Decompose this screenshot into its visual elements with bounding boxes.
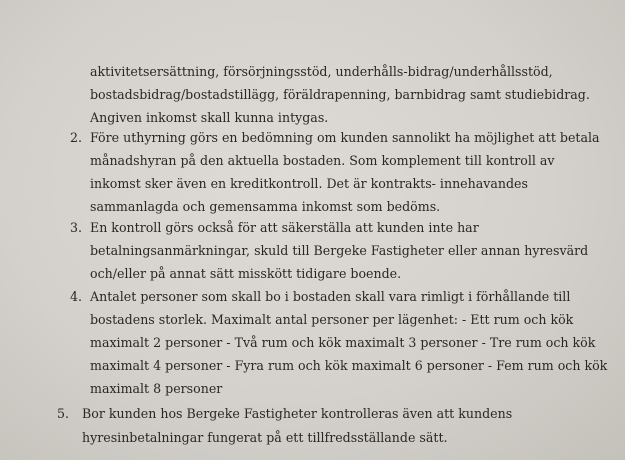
intro-line: bostadsbidrag/bostadstillägg, föräldrapenning, barnbidrag samt studiebidrag.	[90, 87, 590, 102]
list-item-line: Bor kunden hos Bergeke Fastigheter kontrolleras även att kundens	[82, 406, 513, 421]
list-item-line: En kontroll görs också för att säkerställa att kunden inte har	[90, 220, 479, 235]
list-item-line: Före uthyrning görs en bedömning om kunden sannolikt ha möjlighet att betala	[90, 130, 600, 145]
list-item-line: månadshyran på den aktuella bostaden. Som komplement till kontroll av	[90, 153, 555, 168]
list-item-line: maximalt 8 personer	[90, 381, 223, 396]
list-number: 3.	[70, 220, 83, 235]
list-item-line: inkomst sker även en kreditkontroll. Det är kontrakts- innehavandes	[90, 176, 528, 191]
list-number: 4.	[70, 289, 83, 304]
list-item-line: maximalt 4 personer - Fyra rum och kök maximalt 6 personer - Fem rum och kök	[90, 358, 608, 373]
list-number: 5.	[57, 406, 70, 421]
intro-line: Angiven inkomst skall kunna intygas.	[90, 110, 329, 125]
list-item-line: bostadens storlek. Maximalt antal personer per lägenhet: - Ett rum och kök	[90, 312, 574, 327]
intro-line: aktivitetsersättning, försörjningsstöd, underhålls-bidrag/underhållsstöd,	[90, 64, 553, 79]
list-item-line: hyresinbetalningar fungerat på ett tillfredsställande sätt.	[82, 430, 448, 445]
list-item-line: och/eller på annat sätt misskött tidigare boende.	[90, 266, 402, 281]
list-item-line: sammanlagda och gemensamma inkomst som bedöms.	[90, 199, 441, 214]
list-item-line: maximalt 2 personer - Två rum och kök maximalt 3 personer - Tre rum och kök	[90, 335, 596, 350]
list-item-line: betalningsanmärkningar, skuld till Bergeke Fastigheter eller annan hyresvärd	[90, 243, 589, 258]
list-item-line: Antalet personer som skall bo i bostaden skall vara rimligt i förhållande till	[90, 289, 571, 304]
list-number: 2.	[70, 130, 83, 145]
